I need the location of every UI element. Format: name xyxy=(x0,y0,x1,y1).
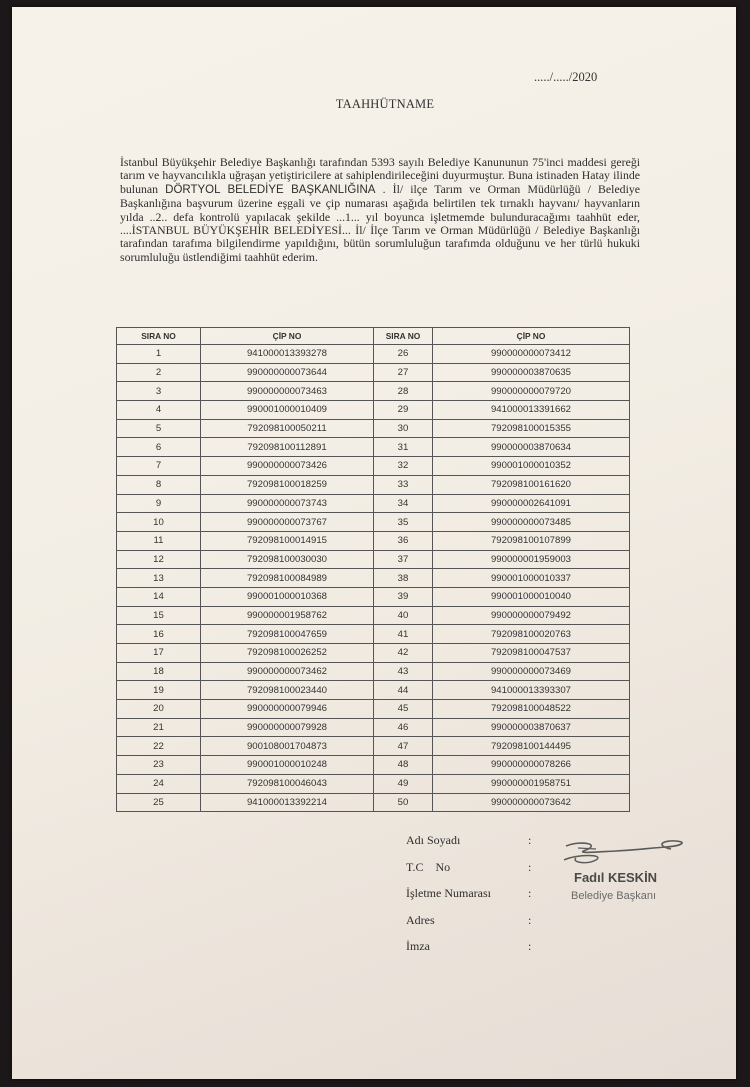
sira-no-cell: 12 xyxy=(117,550,201,569)
sira-no-cell: 4 xyxy=(117,401,201,420)
cip-no-cell: 990000000079720 xyxy=(433,382,630,401)
cip-no-cell: 941000013392214 xyxy=(201,793,374,812)
cip-no-cell: 792098100112891 xyxy=(201,438,374,457)
cip-no-cell: 990000000073462 xyxy=(201,662,374,681)
sira-no-cell: 29 xyxy=(374,401,433,420)
cip-no-cell: 990000000073412 xyxy=(433,345,630,364)
cip-no-cell: 990001000010248 xyxy=(201,756,374,775)
cip-no-cell: 990000002641091 xyxy=(433,494,630,513)
sira-no-cell: 3 xyxy=(117,382,201,401)
sira-no-cell: 18 xyxy=(117,662,201,681)
table-row xyxy=(117,513,630,532)
table-row xyxy=(117,681,630,700)
sira-no-cell: 5 xyxy=(117,419,201,438)
cip-no-cell: 941000013393307 xyxy=(433,681,630,700)
cip-no-cell: 990000000073644 xyxy=(201,363,374,382)
table-row xyxy=(117,700,630,719)
cip-no-cell: 792098100030030 xyxy=(201,550,374,569)
table-body xyxy=(117,345,630,812)
table-row xyxy=(117,438,630,457)
cip-no-cell: 941000013391662 xyxy=(433,401,630,420)
sira-no-cell: 37 xyxy=(374,550,433,569)
field-label: Adres xyxy=(406,912,435,927)
sira-no-cell: 45 xyxy=(374,700,433,719)
table-row xyxy=(117,345,630,364)
table-row xyxy=(117,382,630,401)
table-row xyxy=(117,587,630,606)
field-colon: : xyxy=(528,859,532,874)
cip-no-cell: 792098100047659 xyxy=(201,625,374,644)
municipality-name: DÖRTYOL BELEDİYE BAŞKANLIĞINA xyxy=(165,183,376,196)
commitment-paragraph xyxy=(120,156,640,264)
sira-no-cell: 31 xyxy=(374,438,433,457)
stamp-role: Belediye Başkanı xyxy=(571,890,656,902)
table-row xyxy=(117,401,630,420)
table-row xyxy=(117,737,630,756)
sira-no-cell: 21 xyxy=(117,718,201,737)
table-row xyxy=(117,606,630,625)
header-cip-no: ÇİP NO xyxy=(201,328,374,345)
sira-no-cell: 28 xyxy=(374,382,433,401)
cip-no-cell: 792098100107899 xyxy=(433,531,630,550)
chip-number-table xyxy=(116,327,630,812)
field-colon: : xyxy=(528,939,532,953)
sira-no-cell: 34 xyxy=(374,494,433,513)
field-label: İmza xyxy=(406,939,430,953)
cip-no-cell: 792098100144495 xyxy=(433,737,630,756)
sira-no-cell: 20 xyxy=(117,700,201,719)
sira-no-cell: 32 xyxy=(374,457,433,476)
cip-no-cell: 990000000073642 xyxy=(433,793,630,812)
table-row xyxy=(117,550,630,569)
sira-no-cell: 9 xyxy=(117,494,201,513)
sira-no-cell: 43 xyxy=(374,662,433,681)
cip-no-cell: 990000001959003 xyxy=(433,550,630,569)
cip-no-cell: 941000013393278 xyxy=(201,345,374,364)
field-colon: : xyxy=(528,833,532,847)
cip-no-cell: 990001000010337 xyxy=(433,569,630,588)
paragraph-part-2: . İl/ ilçe Tarım ve Orman Müdürlüğü / Belediye Başkanlığına başvurum üzerine eşgali ve çip numarası aşağıda belirtilen tek tırnaklı hayvanı/ hayvanların yılda ..2.. defa kontrolü yapılacak şekilde ...1... yıl boyunca işletmemde bulunduracağımı taahhüt eder, ....İSTANBUL BÜYÜKŞEHİR BELEDİYESİ... İl/ İlçe Tarım ve Orman Müdürlüğü / Belediye Başkanlığı tarafından tarafıma bilgilendirme yapıldığını, bütün sorumluluğun tarafımda olduğunu ve her türlü hukuki sorumluluğu üstlendiğimi taahhüt ederim. xyxy=(120,181,640,264)
table-row xyxy=(117,793,630,812)
cip-no-cell: 990000001958762 xyxy=(201,606,374,625)
cip-no-cell: 990000000073767 xyxy=(201,513,374,532)
cip-no-cell: 990001000010409 xyxy=(201,401,374,420)
header-sira-no-2: SIRA NO xyxy=(374,328,433,345)
sira-no-cell: 14 xyxy=(117,587,201,606)
sira-no-cell: 41 xyxy=(374,625,433,644)
table-row xyxy=(117,419,630,438)
sira-no-cell: 48 xyxy=(374,756,433,775)
cip-no-cell: 792098100023440 xyxy=(201,681,374,700)
cip-no-cell: 792098100050211 xyxy=(201,419,374,438)
cip-no-cell: 990000003870634 xyxy=(433,438,630,457)
sira-no-cell: 11 xyxy=(117,531,201,550)
sira-no-cell: 44 xyxy=(374,681,433,700)
sira-no-cell: 23 xyxy=(117,756,201,775)
sira-no-cell: 50 xyxy=(374,793,433,812)
header-cip-no-2: ÇİP NO xyxy=(433,328,630,345)
cip-no-cell: 990001000010352 xyxy=(433,457,630,476)
sira-no-cell: 42 xyxy=(374,644,433,663)
table-row xyxy=(117,494,630,513)
sira-no-cell: 35 xyxy=(374,513,433,532)
cip-no-cell: 990000000079928 xyxy=(201,718,374,737)
sira-no-cell: 7 xyxy=(117,457,201,476)
cip-no-cell: 792098100046043 xyxy=(201,774,374,793)
paragraph-part-1: İstanbul Büyükşehir Belediye Başkanlığı tarafından 5393 sayılı Belediye Kanununun 75'inci maddesi gereği tarım ve hayvancılıkla uğraşan yetiştiricilere at sahiplendirileceğini duyurmuştur. Buna istinaden Hatay ilinde bulunan xyxy=(120,155,640,196)
sira-no-cell: 36 xyxy=(374,531,433,550)
cip-no-cell: 792098100014915 xyxy=(201,531,374,550)
cip-no-cell: 990000001958751 xyxy=(433,774,630,793)
sira-no-cell: 10 xyxy=(117,513,201,532)
cip-no-cell: 792098100084989 xyxy=(201,569,374,588)
table-row xyxy=(117,644,630,663)
table-header-row xyxy=(117,328,630,345)
cip-no-cell: 990001000010040 xyxy=(433,587,630,606)
cip-no-cell: 792098100047537 xyxy=(433,644,630,663)
cip-no-cell: 990000003870637 xyxy=(433,718,630,737)
cip-no-cell: 990000003870635 xyxy=(433,363,630,382)
cip-no-cell: 990001000010368 xyxy=(201,587,374,606)
field-colon: : xyxy=(528,886,532,900)
sira-no-cell: 30 xyxy=(374,419,433,438)
cip-no-cell: 792098100048522 xyxy=(433,700,630,719)
cip-no-cell: 990000000073485 xyxy=(433,513,630,532)
sira-no-cell: 13 xyxy=(117,569,201,588)
table-row xyxy=(117,662,630,681)
field-label: İşletme Numarası xyxy=(406,886,491,900)
sira-no-cell: 27 xyxy=(374,363,433,382)
field-label: Adı Soyadı xyxy=(406,833,461,847)
document-date: ...../...../2020 xyxy=(534,70,598,84)
table-row xyxy=(117,774,630,793)
cip-no-cell: 990000000073469 xyxy=(433,662,630,681)
sira-no-cell: 46 xyxy=(374,718,433,737)
cip-no-cell: 990000000079492 xyxy=(433,606,630,625)
sira-no-cell: 19 xyxy=(117,681,201,700)
sira-no-cell: 25 xyxy=(117,793,201,812)
sira-no-cell: 40 xyxy=(374,606,433,625)
cip-no-cell: 792098100018259 xyxy=(201,475,374,494)
sira-no-cell: 6 xyxy=(117,438,201,457)
cip-no-cell: 990000000073743 xyxy=(201,494,374,513)
field-colon: : xyxy=(528,912,532,927)
cip-no-cell: 792098100026252 xyxy=(201,644,374,663)
table-row xyxy=(117,569,630,588)
cip-no-cell: 792098100020763 xyxy=(433,625,630,644)
table-row xyxy=(117,531,630,550)
sira-no-cell: 39 xyxy=(374,587,433,606)
sira-no-cell: 24 xyxy=(117,774,201,793)
table-row xyxy=(117,718,630,737)
sira-no-cell: 38 xyxy=(374,569,433,588)
handwritten-signature xyxy=(556,838,696,868)
table-row xyxy=(117,475,630,494)
sira-no-cell: 8 xyxy=(117,475,201,494)
cip-no-cell: 990000000073426 xyxy=(201,457,374,476)
cip-no-cell: 990000000073463 xyxy=(201,382,374,401)
stamp-name: Fadıl KESKİN xyxy=(574,870,658,885)
sira-no-cell: 47 xyxy=(374,737,433,756)
sira-no-cell: 33 xyxy=(374,475,433,494)
sira-no-cell: 16 xyxy=(117,625,201,644)
sira-no-cell: 17 xyxy=(117,644,201,663)
sira-no-cell: 1 xyxy=(117,345,201,364)
sira-no-cell: 2 xyxy=(117,363,201,382)
cip-no-cell: 990000000078266 xyxy=(433,756,630,775)
document-title: TAAHHÜTNAME xyxy=(335,97,435,111)
cip-no-cell: 990000000079946 xyxy=(201,700,374,719)
sira-no-cell: 22 xyxy=(117,737,201,756)
field-label: T.C No xyxy=(406,859,451,874)
sira-no-cell: 15 xyxy=(117,606,201,625)
cip-no-cell: 792098100015355 xyxy=(433,419,630,438)
sira-no-cell: 26 xyxy=(374,345,433,364)
table-row xyxy=(117,625,630,644)
table-row xyxy=(117,756,630,775)
sira-no-cell: 49 xyxy=(374,774,433,793)
header-sira-no: SIRA NO xyxy=(117,328,201,345)
table-row xyxy=(117,363,630,382)
table-row xyxy=(117,457,630,476)
cip-no-cell: 792098100161620 xyxy=(433,475,630,494)
cip-no-cell: 900108001704873 xyxy=(201,737,374,756)
